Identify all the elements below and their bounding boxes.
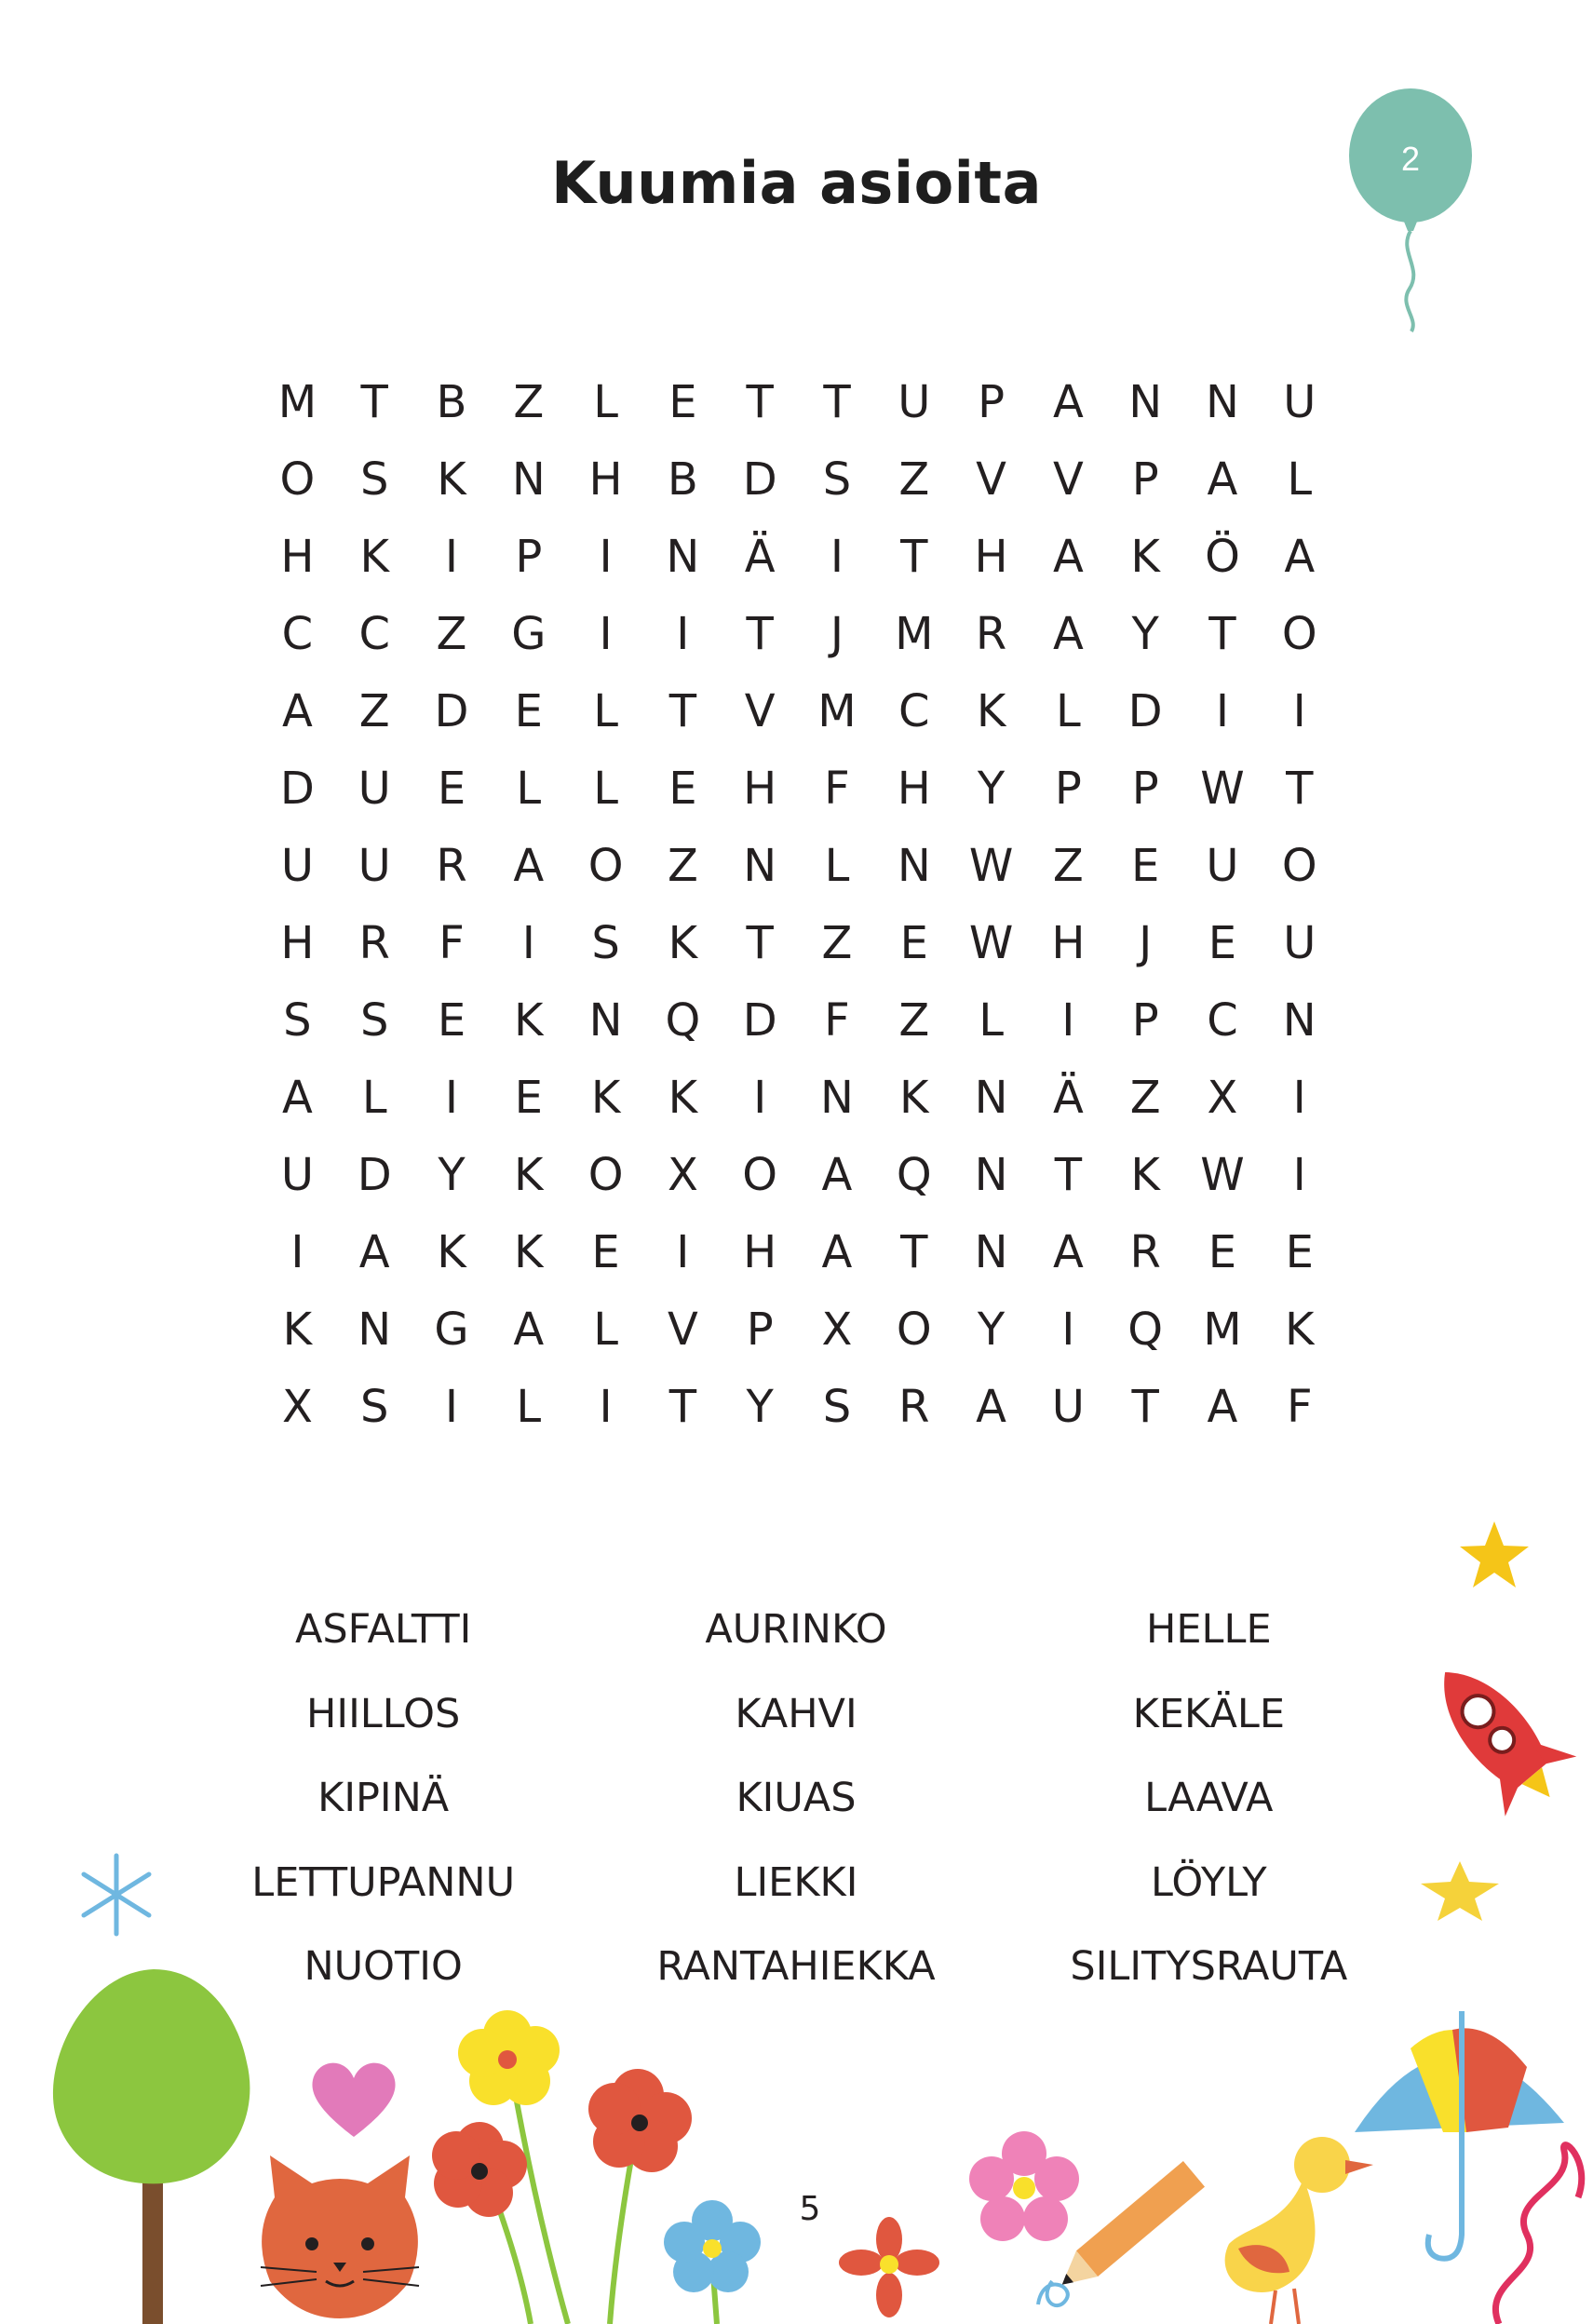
grid-letter: E [1131,839,1160,892]
grid-letter: S [822,1380,852,1433]
grid-letter: I [599,607,613,660]
grid-letter: A [821,1148,853,1201]
grid-letter: F [824,993,850,1047]
word-list-item: KIUAS [736,1775,857,1821]
grid-letter: E [437,993,466,1047]
grid-letter: Y [438,1148,466,1201]
puzzle-number: 2 [1400,140,1421,178]
word-list-item: KIPINÄ [317,1775,450,1821]
word-list-item: SILITYSRAUTA [1070,1943,1348,1990]
grid-letter: U [358,762,391,815]
grid-letter: T [668,1380,697,1433]
grid-letter: H [743,1225,777,1278]
grid-letter: I [290,1225,304,1278]
grid-letter: N [666,530,700,583]
star-icon [1457,1518,1532,1592]
star-icon [1415,1858,1504,1923]
grid-letter: D [742,993,777,1047]
word-list-item: AURINKO [705,1606,887,1653]
grid-letter: E [668,762,697,815]
grid-letter: O [587,839,624,892]
grid-letter: C [281,607,314,660]
grid-letter: M [817,684,857,737]
flower-icon [838,2216,940,2318]
grid-letter: A [281,1071,313,1124]
grid-letter: H [897,762,931,815]
grid-letter: E [514,1071,543,1124]
grid-letter: R [975,607,1007,660]
word-list-item: LAAVA [1144,1775,1274,1821]
grid-letter: I [521,916,535,969]
grid-letter: T [900,530,928,583]
ribbon-icon [1471,2142,1593,2324]
grid-letter: M [895,607,934,660]
grid-letter: O [279,453,316,506]
flower-icon [652,2188,773,2324]
grid-letter: Z [1129,1071,1161,1124]
grid-letter: O [1281,839,1317,892]
grid-letter: X [1207,1071,1238,1124]
grid-letter: L [516,1380,542,1433]
grid-letter: T [900,1225,928,1278]
grid-letter: E [1208,1225,1237,1278]
grid-letter: T [823,375,851,428]
grid-letter: O [896,1303,932,1356]
word-list-item: LIEKKI [734,1858,858,1906]
grid-letter: U [898,375,931,428]
grid-letter: K [668,916,698,969]
grid-letter: T [1286,762,1314,815]
grid-letter: H [743,762,777,815]
grid-letter: D [357,1148,392,1201]
grid-letter: F [824,762,850,815]
grid-letter: L [979,993,1004,1047]
grid-letter: M [1203,1303,1242,1356]
grid-letter: S [359,993,389,1047]
grid-letter: H [588,453,623,506]
grid-letter: I [1292,1148,1306,1201]
grid-letter: A [1284,530,1316,583]
grid-letter: I [1061,1303,1075,1356]
grid-letter: T [746,375,774,428]
grid-letter: I [1292,1071,1306,1124]
grid-letter: O [1281,607,1317,660]
grid-letter: U [1051,1380,1085,1433]
grid-letter: P [1131,453,1159,506]
grid-letter: T [360,375,388,428]
grid-letter: U [358,839,391,892]
grid-letter: H [280,916,315,969]
grid-letter: N [974,1148,1008,1201]
grid-letter: K [1130,530,1160,583]
grid-letter: Ä [744,530,776,583]
grid-letter: K [282,1303,313,1356]
grid-letter: R [436,839,467,892]
grid-letter: N [1128,375,1163,428]
grid-letter: H [1051,916,1086,969]
grid-letter: Z [898,453,930,506]
grid-letter: I [444,1380,459,1433]
grid-letter: U [280,839,314,892]
grid-letter: H [280,530,315,583]
grid-letter: T [1131,1380,1159,1433]
grid-letter: R [898,1380,930,1433]
grid-letter: E [437,762,466,815]
grid-letter: P [1131,762,1159,815]
grid-letter: D [279,762,315,815]
grid-letter: K [437,1225,466,1278]
grid-letter: B [667,453,698,506]
grid-letter: Z [1052,839,1084,892]
grid-letter: K [359,530,389,583]
grid-letter: Z [667,839,698,892]
grid-letter: Q [896,1148,932,1201]
grid-letter: A [281,684,313,737]
grid-letter: A [513,839,545,892]
grid-letter: X [667,1148,698,1201]
grid-letter: A [1207,1380,1238,1433]
grid-letter: J [830,607,844,660]
grid-letter: F [1286,1380,1313,1433]
grid-letter: N [358,1303,392,1356]
tree-icon [42,1960,265,2324]
grid-letter: E [1285,1225,1314,1278]
grid-letter: Y [977,762,1006,815]
grid-letter: P [746,1303,774,1356]
grid-letter: U [1206,839,1239,892]
grid-letter: R [358,916,390,969]
grid-letter: L [593,1303,618,1356]
grid-letter: K [514,993,544,1047]
grid-letter: K [1285,1303,1315,1356]
grid-letter: Ä [1052,1071,1084,1124]
grid-letter: E [591,1225,620,1278]
grid-letter: I [1292,684,1306,737]
grid-letter: U [1283,916,1316,969]
grid-letter: B [436,375,467,428]
grid-letter: I [676,607,690,660]
balloon-icon [1341,86,1480,337]
grid-letter: A [821,1225,853,1278]
grid-letter: E [668,375,697,428]
grid-letter: N [820,1071,854,1124]
word-list-item: LETTUPANNU [251,1858,516,1906]
grid-letter: T [746,607,774,660]
grid-letter: I [599,1380,613,1433]
grid-letter: X [821,1303,853,1356]
grid-letter: T [668,684,697,737]
grid-letter: U [280,1148,314,1201]
grid-letter: W [968,839,1014,892]
word-list-item: ASFALTTI [294,1606,472,1653]
grid-letter: T [1208,607,1236,660]
grid-letter: K [514,1148,544,1201]
word-list-item: HELLE [1146,1606,1272,1653]
grid-letter: D [434,684,469,737]
grid-letter: O [587,1148,624,1201]
grid-letter: E [514,684,543,737]
rocket-icon [1415,1648,1583,1825]
grid-letter: T [746,916,774,969]
grid-letter: V [667,1303,698,1356]
grid-letter: K [668,1071,698,1124]
grid-letter: J [1139,916,1153,969]
grid-letter: R [1129,1225,1161,1278]
grid-letter: O [742,1148,778,1201]
grid-letter: S [283,993,312,1047]
grid-letter: S [359,453,389,506]
grid-letter: I [1061,993,1075,1047]
grid-letter: A [976,1380,1006,1433]
grid-letter: P [1054,762,1082,815]
grid-letter: F [439,916,465,969]
grid-letter: E [1208,916,1237,969]
grid-letter: Z [898,993,930,1047]
grid-letter: C [898,684,930,737]
grid-letter: Y [746,1380,774,1433]
grid-letter: Q [1127,1303,1164,1356]
grid-letter: I [1215,684,1230,737]
grid-letter: V [744,684,776,737]
grid-letter: N [1282,993,1316,1047]
grid-letter: T [1054,1148,1083,1201]
grid-letter: K [590,1071,621,1124]
grid-letter: K [1130,1148,1160,1201]
grid-letter: D [1127,684,1163,737]
grid-letter: N [511,453,546,506]
grid-letter: I [830,530,844,583]
grid-letter: Z [436,607,467,660]
grid-letter: N [897,839,931,892]
grid-letter: N [1206,375,1239,428]
page-title: Kuumia asioita [551,149,1042,217]
snowflake-icon [74,1848,158,1941]
grid-letter: L [1055,684,1081,737]
grid-letter: A [1052,1225,1084,1278]
grid-letter: L [593,375,618,428]
grid-letter: K [899,1071,929,1124]
word-search-grid [259,363,1338,1445]
grid-letter: U [1283,375,1316,428]
grid-letter: W [1200,1148,1245,1201]
grid-letter: W [1200,762,1245,815]
grid-letter: L [516,762,542,815]
grid-letter: H [974,530,1008,583]
grid-letter: K [514,1225,544,1278]
word-list-item: KEKÄLE [1132,1690,1285,1737]
grid-letter: K [976,684,1006,737]
grid-letter: I [753,1071,767,1124]
grid-letter: L [593,762,618,815]
grid-letter: N [974,1071,1008,1124]
grid-letter: Z [821,916,853,969]
grid-letter: I [444,530,459,583]
grid-letter: I [676,1225,690,1278]
word-list-item: HIILLOS [306,1690,461,1737]
grid-letter: Ö [1205,530,1240,583]
grid-letter: N [743,839,777,892]
grid-letter: L [593,684,618,737]
word-list-item: KAHVI [735,1690,857,1737]
word-list-item: NUOTIO [304,1943,463,1990]
grid-letter: P [1131,993,1159,1047]
grid-letter: L [824,839,850,892]
grid-letter: S [359,1380,389,1433]
grid-letter: L [361,1071,387,1124]
grid-letter: G [511,607,547,660]
grid-letter: P [515,530,543,583]
word-list-item: RANTAHIEKKA [656,1943,936,1990]
grid-letter: A [1052,375,1084,428]
grid-letter: Q [665,993,701,1047]
grid-letter: P [978,375,1006,428]
grid-letter: E [899,916,928,969]
grid-letter: D [742,453,777,506]
grid-letter: S [822,453,852,506]
grid-letter: A [358,1225,390,1278]
grid-letter: V [1052,453,1084,506]
grid-letter: N [588,993,623,1047]
heart-icon [307,2058,400,2142]
grid-letter: S [591,916,620,969]
grid-letter: M [277,375,317,428]
grid-letter: V [976,453,1006,506]
page-number: 5 [799,2190,821,2228]
grid-letter: Z [513,375,545,428]
grid-letter: Y [977,1303,1006,1356]
grid-letter: C [358,607,390,660]
grid-letter: L [1287,453,1313,506]
grid-letter: A [1052,607,1084,660]
grid-letter: W [968,916,1014,969]
grid-letter: X [281,1380,313,1433]
grid-letter: A [513,1303,545,1356]
grid-letter: I [599,530,613,583]
grid-letter: Y [1131,607,1159,660]
word-list [177,1588,1415,2009]
grid-letter: N [974,1225,1008,1278]
grid-letter: I [444,1071,459,1124]
cat-icon [233,2151,447,2324]
grid-letter: G [434,1303,469,1356]
grid-letter: C [1207,993,1238,1047]
word-list-item: LÖYLY [1150,1858,1267,1906]
grid-letter: A [1207,453,1238,506]
grid-letter: Z [358,684,390,737]
grid-letter: K [437,453,466,506]
grid-letter: A [1052,530,1084,583]
